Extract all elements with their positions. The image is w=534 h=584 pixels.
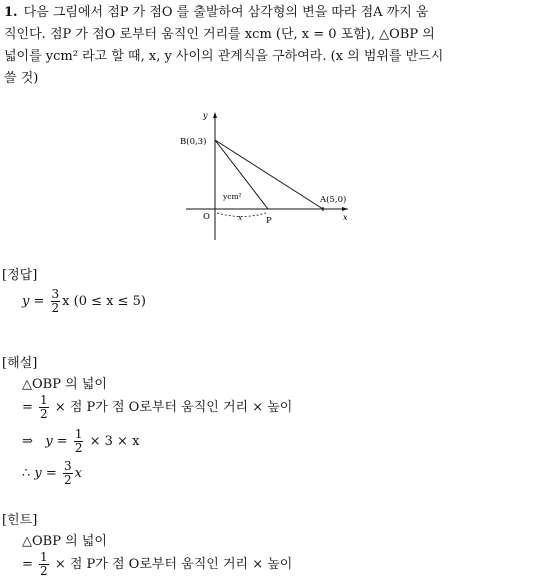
point-p-label: P bbox=[266, 216, 272, 226]
hint-label: [힌트] bbox=[2, 513, 38, 528]
problem-line-2: 직인다. 점P 가 점O 로부터 움직인 거리를 xcm (단, x = 0 포함), △OBP 의 bbox=[4, 27, 435, 42]
problem-statement bbox=[4, 2, 530, 90]
explanation-label: [해설] bbox=[2, 356, 38, 371]
explanation-line-2: = $\frac{1}{2}$ × 점 P가 점 O로부터 움직인 거리 × 높이 bbox=[22, 393, 293, 421]
problem-number: 1. bbox=[4, 5, 18, 20]
answer-lhs: y = bbox=[22, 294, 45, 309]
answer-fraction: $\frac{3}{2}$ bbox=[51, 287, 60, 315]
area-label: ycm² bbox=[223, 192, 242, 201]
problem-line-3: 넓이를 ycm² 라고 할 때, x, y 사이의 관계식을 구하여라. (x 의 범위를 반드시 bbox=[4, 49, 444, 64]
point-b-label: B(0,3) bbox=[180, 137, 207, 147]
answer-label: [정답] bbox=[2, 268, 38, 283]
hint-line-1: △OBP 의 넓이 bbox=[22, 534, 107, 549]
explanation-fraction-2: $\frac{1}{2}$ bbox=[74, 427, 83, 455]
point-a-label: A(5,0) bbox=[320, 195, 347, 205]
answer-rest: x (0 ≤ x ≤ 5) bbox=[62, 294, 146, 309]
origin-label: O bbox=[203, 212, 210, 222]
distance-label: x bbox=[238, 213, 243, 222]
x-axis-arrow bbox=[342, 207, 348, 211]
y-axis-arrow bbox=[213, 112, 217, 118]
answer-equation bbox=[22, 288, 146, 315]
hint-fraction: $\frac{1}{2}$ bbox=[40, 550, 48, 578]
triangle-figure bbox=[176, 104, 366, 244]
explanation-line-3: ⇒ y = $\frac{1}{2}$ × 3 × x bbox=[22, 427, 140, 455]
explanation-line-4: ∴ y = $\frac{3}{2}$ x bbox=[22, 459, 82, 487]
problem-line-4: 쓸 것) bbox=[4, 71, 39, 86]
explanation-fraction-1: $\frac{1}{2}$ bbox=[40, 393, 48, 421]
hint-line-2: = $\frac{1}{2}$ × 점 P가 점 O로부터 움직인 거리 × 높이 bbox=[22, 550, 293, 578]
explanation-fraction-3: $\frac{3}{2}$ bbox=[63, 459, 72, 487]
y-axis-label: y bbox=[203, 111, 208, 120]
explanation-line-1: △OBP 의 넓이 bbox=[22, 377, 107, 392]
x-axis-label: x bbox=[343, 213, 348, 222]
problem-line-1: 다음 그림에서 점P 가 점O 를 출발하여 삼각형의 변을 따라 점A 까지 움 bbox=[23, 5, 429, 20]
